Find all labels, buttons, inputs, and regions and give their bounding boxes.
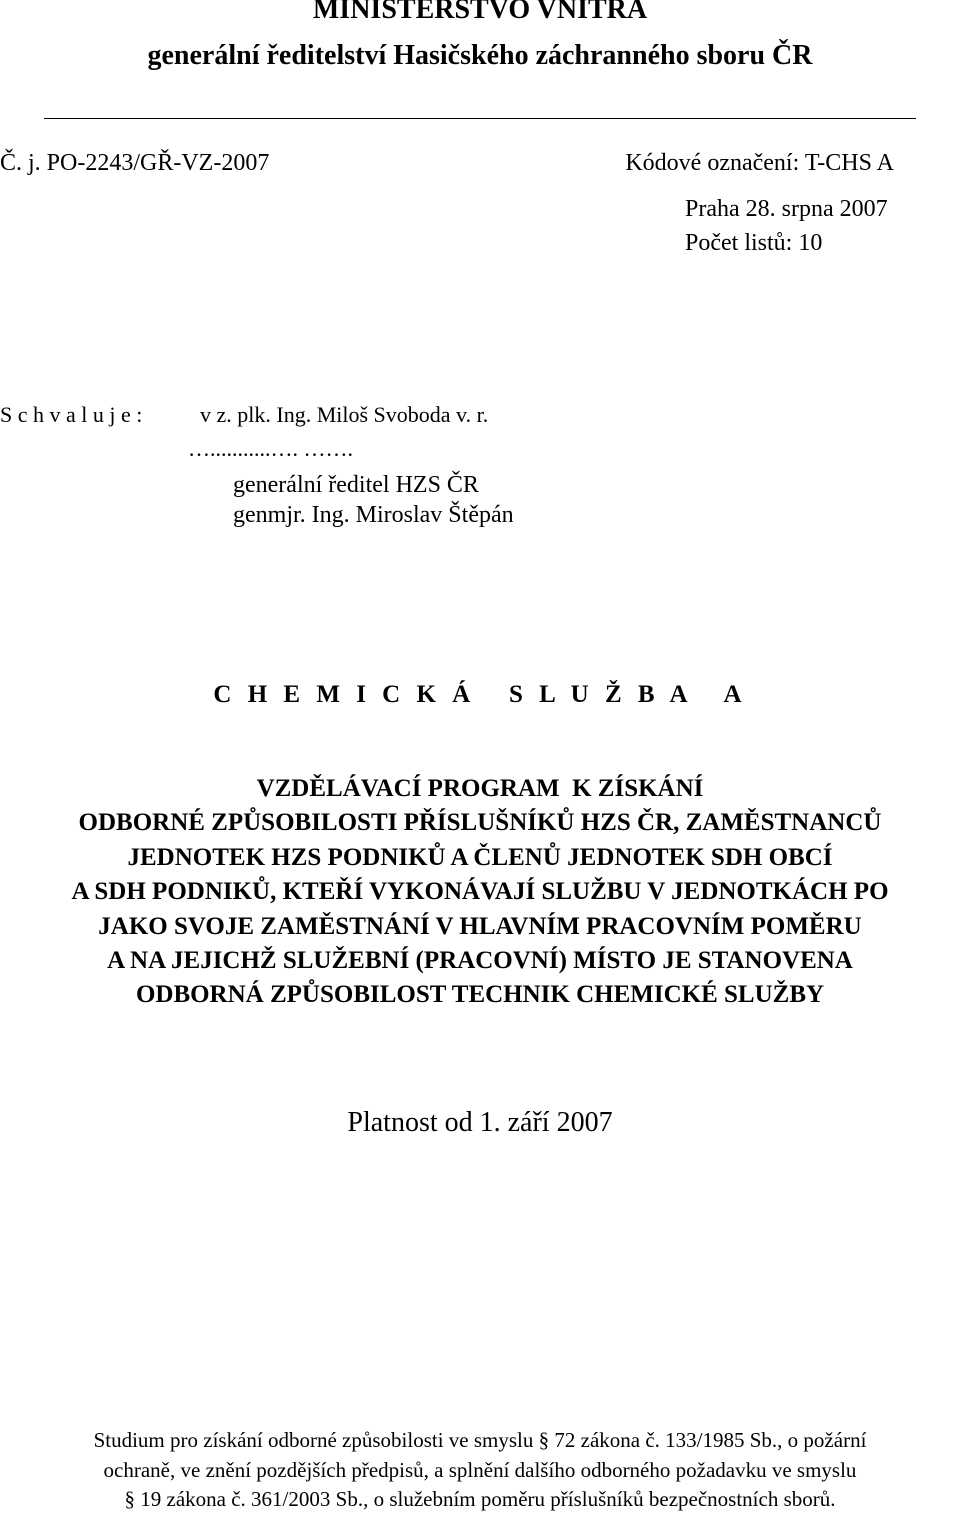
document-title: C H E M I C K Á S L U Ž B A A	[213, 681, 747, 708]
approval-deputy: v z. plk. Ing. Miloš Svoboda v. r.	[200, 402, 489, 427]
footer-line: § 19 zákona č. 361/2003 Sb., o služebním poměru příslušníků bezpečnostních sborů.	[124, 1487, 836, 1511]
ministry-heading: MINISTERSTVO VNITRA	[312, 0, 648, 25]
page-count: Počet listů: 10	[685, 230, 823, 256]
program-line: ODBORNÉ ZPŮSOBILOSTI PŘÍSLUŠNÍKŮ HZS ČR, ZAMĚSTNANCŮ	[78, 809, 882, 837]
program-line: ODBORNÁ ZPŮSOBILOST TECHNIK CHEMICKÉ SLUŽBY	[135, 981, 825, 1009]
code-label: Kódové označení:	[625, 150, 800, 176]
header-divider	[44, 118, 916, 119]
footer-note	[0, 1426, 960, 1515]
program-line: VZDĚLÁVACÍ PROGRAM K ZÍSKÁNÍ	[256, 775, 704, 802]
approver-name: genmjr. Ing. Miroslav Štěpán	[233, 502, 514, 528]
program-description	[0, 772, 960, 1013]
footer-line: ochraně, ve znění pozdějších předpisů, a splnění dalšího odborného požadavku ve smyslu	[103, 1457, 857, 1482]
program-line: A SDH PODNIKŮ, KTEŘÍ VYKONÁVAJÍ SLUŽBU V JEDNOTKÁCH PO	[71, 878, 889, 906]
reference-number: Č. j. PO-2243/GŘ-VZ-2007	[0, 150, 270, 176]
code-value: T-CHS A	[804, 150, 894, 176]
validity-date: Platnost od 1. září 2007	[347, 1107, 613, 1138]
approver-role: generální ředitel HZS ČR	[233, 472, 479, 498]
signature-dots: …...........…. …….	[188, 436, 353, 461]
program-line: A NA JEJICHŽ SLUŽEBNÍ (PRACOVNÍ) MÍSTO JE STANOVENA	[107, 947, 853, 975]
document-date: Praha 28. srpna 2007	[685, 196, 888, 222]
approval-label: S c h v a l u j e :	[0, 402, 143, 427]
program-line: JEDNOTEK HZS PODNIKŮ A ČLENŮ JEDNOTEK SDH OBCÍ	[127, 843, 833, 871]
directorate-heading: generální ředitelství Hasičského záchranného sboru ČR	[147, 40, 813, 71]
footer-line: Studium pro získání odborné způsobilosti ve smyslu § 72 zákona č. 133/1985 Sb., o požární	[93, 1428, 867, 1452]
program-line: JAKO SVOJE ZAMĚSTNÁNÍ V HLAVNÍM PRACOVNÍM POMĚRU	[98, 912, 862, 940]
code-designation	[625, 150, 894, 177]
